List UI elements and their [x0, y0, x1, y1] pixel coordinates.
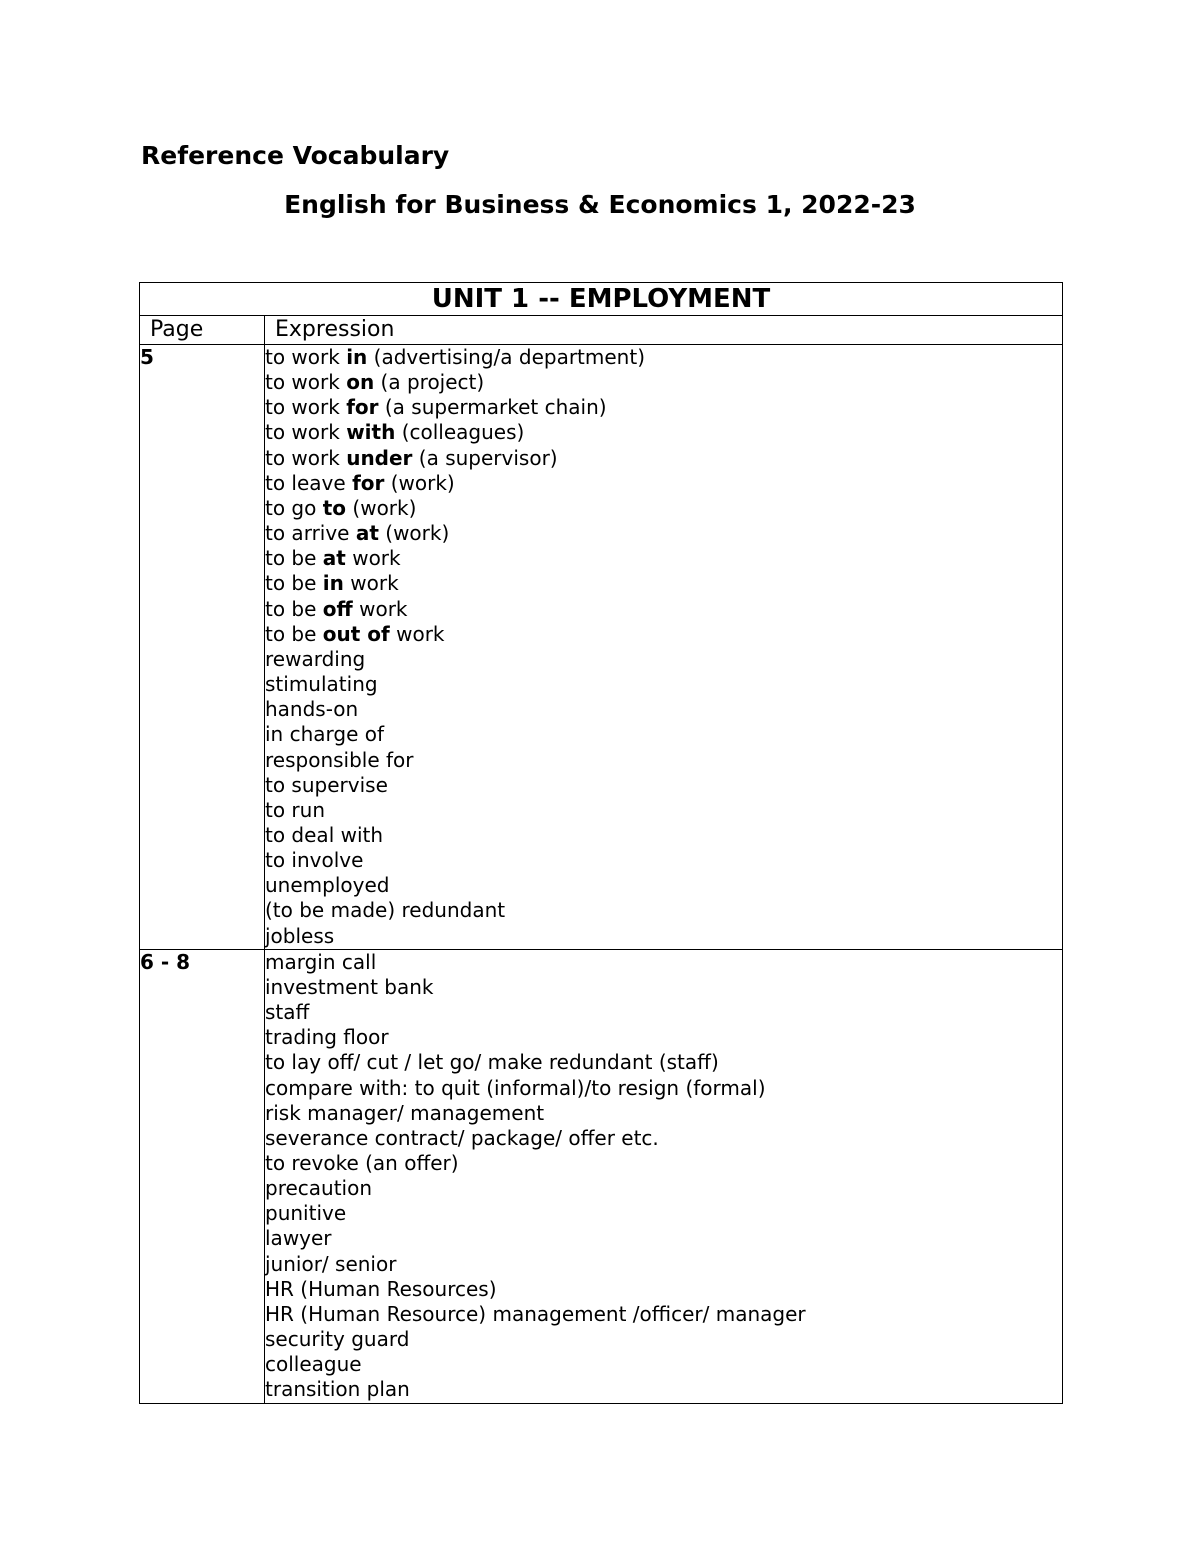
expression-preposition: on — [346, 370, 375, 395]
expression-object: (work) — [378, 521, 450, 546]
table-row — [140, 949, 1063, 1403]
expression-text: severance contract/ package/ offer etc. — [265, 1125, 659, 1150]
expression-text: to lay off/ cut / let go/ make redundant (staff) — [265, 1050, 719, 1075]
expression-text: (to be made) redundant — [265, 898, 506, 923]
expression-item — [265, 1252, 1062, 1277]
expression-item — [265, 722, 1062, 747]
expression-text: investment bank — [265, 974, 434, 999]
expression-text: junior/ senior — [265, 1251, 397, 1276]
expression-item — [265, 1076, 1062, 1101]
expression-text: precaution — [265, 1176, 373, 1201]
expression-cell — [265, 345, 1063, 950]
expression-text: hands-on — [265, 697, 359, 722]
expression-item — [265, 1000, 1062, 1025]
expression-text: to work — [265, 395, 347, 420]
expression-text: punitive — [265, 1201, 347, 1226]
expression-item — [265, 446, 1062, 471]
expression-object: work — [389, 621, 445, 646]
expression-preposition: at — [355, 521, 379, 546]
expression-item — [265, 898, 1062, 923]
expression-item — [265, 798, 1062, 823]
document-title: Reference Vocabulary — [141, 141, 450, 170]
expression-item — [265, 848, 1062, 873]
expression-item — [265, 1277, 1062, 1302]
expression-object: work — [352, 596, 408, 621]
expression-item — [265, 773, 1062, 798]
expression-text: to involve — [265, 848, 364, 873]
expression-item — [265, 370, 1062, 395]
expression-item — [265, 1176, 1062, 1201]
expression-item — [265, 823, 1062, 848]
expression-item — [265, 647, 1062, 672]
vocabulary-table — [139, 282, 1063, 1404]
expression-preposition: out of — [322, 621, 390, 646]
expression-text: stimulating — [265, 672, 378, 697]
expression-item — [265, 975, 1062, 1000]
expression-preposition: for — [346, 395, 379, 420]
expression-item — [265, 1226, 1062, 1251]
expression-preposition: in — [346, 345, 368, 369]
expression-item — [265, 496, 1062, 521]
expression-text: in charge of — [265, 722, 385, 747]
expression-item — [265, 345, 1062, 370]
expression-object: work — [343, 571, 399, 596]
expression-preposition: for — [352, 470, 385, 495]
expression-text: transition plan — [265, 1377, 410, 1402]
expression-item — [265, 672, 1062, 697]
expression-text: staff — [265, 1000, 310, 1025]
expression-item — [265, 748, 1062, 773]
expression-text: to arrive — [265, 521, 356, 546]
expression-text: unemployed — [265, 873, 390, 898]
expression-text: to work — [265, 370, 347, 395]
expression-item — [265, 924, 1062, 949]
document-subtitle: English for Business & Economics 1, 2022-23 — [284, 190, 916, 219]
page-cell: 6 - 8 — [140, 949, 265, 1403]
expression-item — [265, 873, 1062, 898]
expression-preposition: to — [322, 495, 347, 520]
expression-text: to work — [265, 345, 347, 369]
column-header-expression: Expression — [265, 316, 1063, 345]
expression-item — [265, 1352, 1062, 1377]
expression-object: (work) — [346, 495, 417, 520]
expression-preposition: in — [322, 571, 344, 596]
expression-preposition: under — [346, 445, 413, 470]
expression-text: to work — [265, 445, 347, 470]
expression-text: to be — [265, 596, 323, 621]
expression-item — [265, 395, 1062, 420]
expression-item — [265, 597, 1062, 622]
expression-object: (a supervisor) — [412, 445, 558, 470]
expression-item — [265, 521, 1062, 546]
page-cell: 5 — [140, 345, 265, 950]
expression-item — [265, 1050, 1062, 1075]
expression-text: to revoke (an offer) — [265, 1151, 459, 1175]
expression-preposition: with — [346, 420, 396, 445]
expression-text: to be — [265, 571, 323, 596]
expression-item — [265, 622, 1062, 647]
expression-item — [265, 571, 1062, 596]
expression-item — [265, 950, 1062, 975]
unit-header: UNIT 1 -- EMPLOYMENT — [140, 283, 1063, 316]
expression-text: responsible for — [265, 747, 414, 772]
expression-item — [265, 1126, 1062, 1151]
expression-text: trading floor — [265, 1025, 389, 1050]
expression-text: jobless — [265, 923, 335, 948]
expression-text: to work — [265, 420, 347, 445]
expression-object: (a supermarket chain) — [378, 395, 607, 420]
expression-text: colleague — [265, 1352, 362, 1377]
table-row — [140, 345, 1063, 950]
expression-text: to deal with — [265, 822, 384, 847]
expression-item — [265, 1302, 1062, 1327]
expression-item — [265, 697, 1062, 722]
expression-item — [265, 1101, 1062, 1126]
expression-text: lawyer — [265, 1226, 332, 1251]
expression-item — [265, 546, 1062, 571]
expression-text: rewarding — [265, 646, 366, 671]
expression-item — [265, 1025, 1062, 1050]
expression-text: to run — [265, 797, 326, 822]
expression-object: work — [345, 546, 401, 571]
column-header-page: Page — [140, 316, 265, 345]
expression-preposition: off — [322, 596, 353, 621]
expression-text: margin call — [265, 949, 377, 974]
expression-item — [265, 471, 1062, 496]
expression-text: HR (Human Resources) — [265, 1276, 497, 1301]
expression-preposition: at — [322, 546, 346, 571]
expression-item — [265, 1327, 1062, 1352]
expression-text: risk manager/ management — [265, 1100, 545, 1125]
expression-object: (work) — [384, 470, 455, 495]
expression-item — [265, 420, 1062, 445]
expression-text: to leave — [265, 470, 353, 495]
expression-text: to be — [265, 546, 323, 571]
expression-item — [265, 1151, 1062, 1176]
expression-object: (colleagues) — [395, 420, 525, 445]
expression-text: HR (Human Resource) management /officer/ manager — [265, 1301, 806, 1326]
expression-item — [265, 1201, 1062, 1226]
expression-object: (a project) — [374, 370, 485, 395]
expression-cell — [265, 949, 1063, 1403]
expression-item — [265, 1377, 1062, 1402]
expression-text: security guard — [265, 1327, 410, 1352]
expression-text: to be — [265, 621, 323, 646]
expression-text: compare with: to quit (informal)/to resign (formal) — [265, 1075, 766, 1100]
expression-text: to supervise — [265, 772, 388, 797]
expression-text: to go — [265, 495, 323, 520]
table-body — [140, 345, 1063, 1404]
expression-object: (advertising/a department) — [367, 345, 645, 369]
